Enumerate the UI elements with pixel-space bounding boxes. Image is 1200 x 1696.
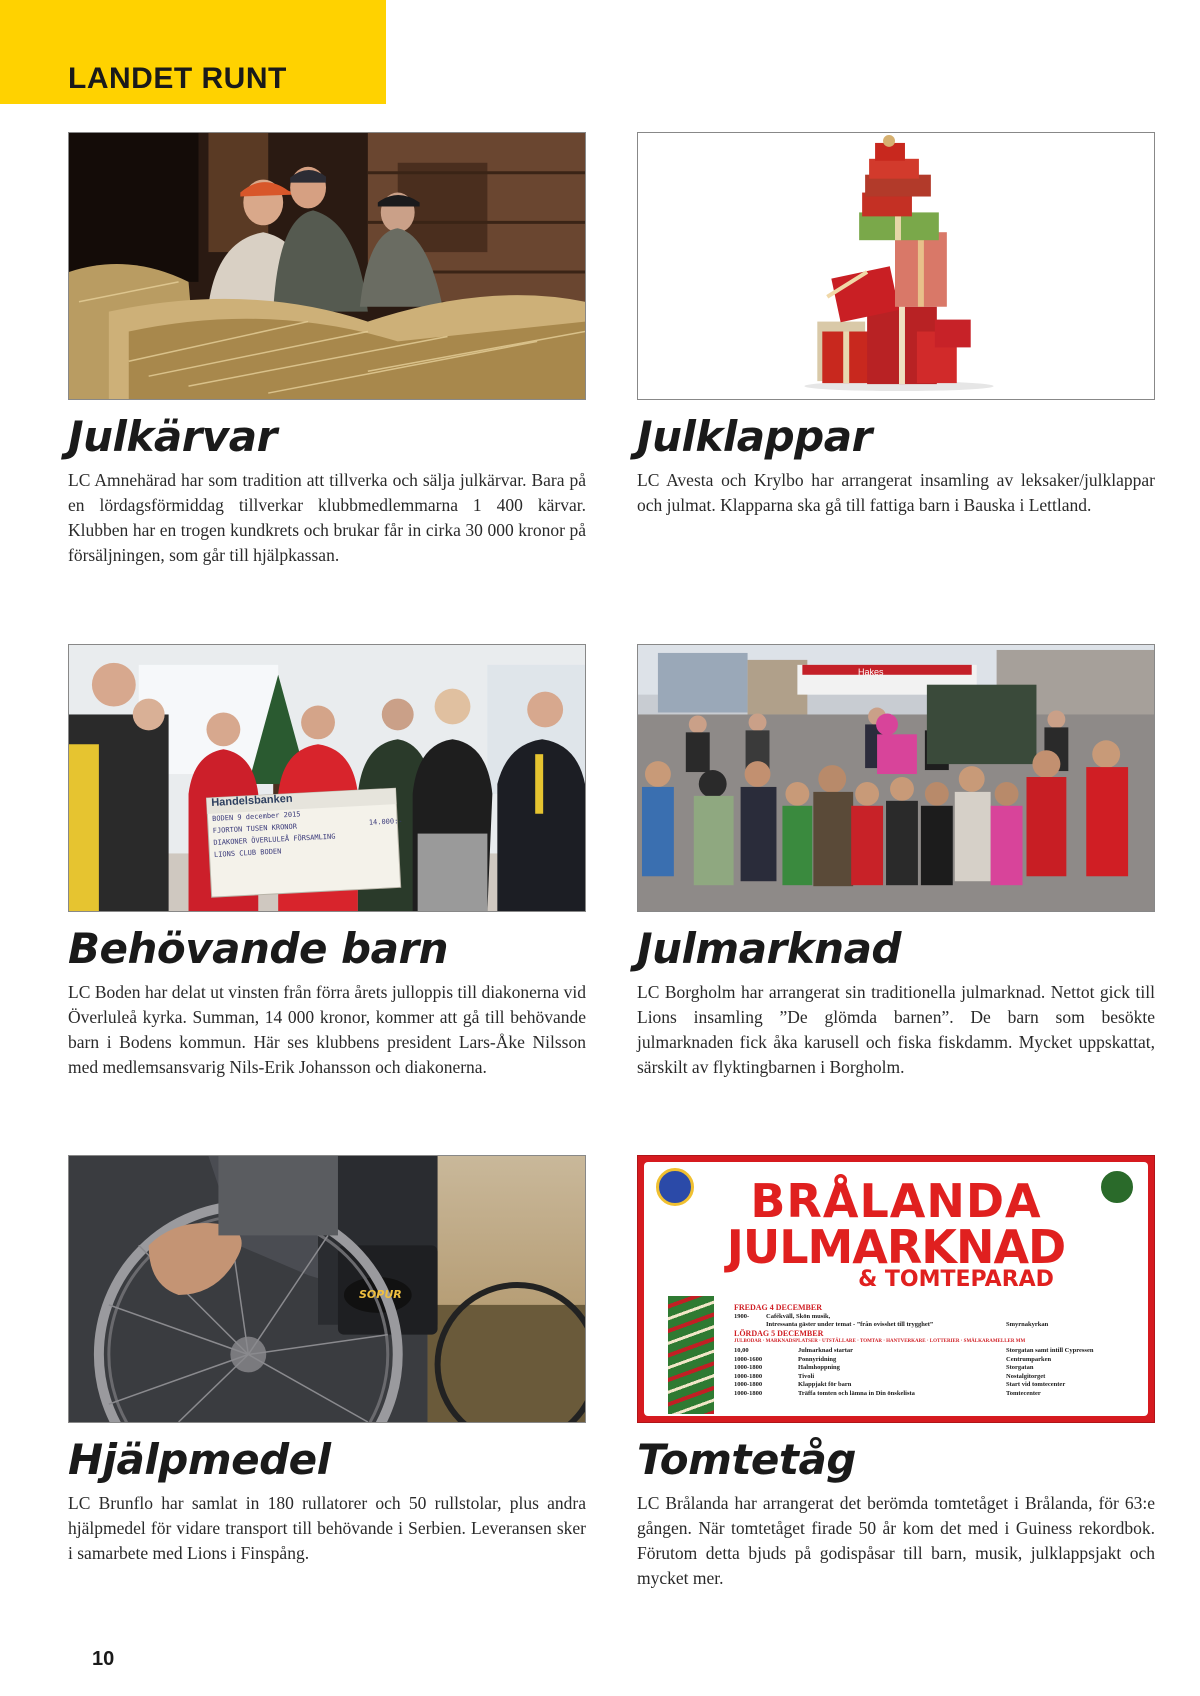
check-bank: Handelsbanken (211, 792, 293, 809)
poster-row-time: 1000-1800 (734, 1389, 763, 1397)
poster-row-text: Ponnyridning (798, 1355, 837, 1363)
poster-day2-row (734, 1364, 1134, 1373)
wheelchair-brand: SOPUR (359, 1288, 402, 1301)
article-tomtetag (637, 1155, 1155, 1591)
poster-day2-sub: JULBODAR · MARKNADSPLATSER · UTSTÄLLARE · TOMTAR · HANTVERKARE · LOTTERIER · SMÅLKARAMELLER MM (734, 1339, 1026, 1345)
poster-title-2: JULMARKNAD (726, 1220, 1066, 1274)
check-presentation-photo (68, 644, 586, 912)
poster-row-text: Cafékväll, Skön musik, (766, 1312, 831, 1320)
poster-row-time: 1000-1600 (734, 1355, 763, 1363)
poster-day2-row (734, 1390, 1134, 1399)
poster-row-text: Intressanta gäster under temat - ”från ovisshet till trygghet” (766, 1321, 934, 1329)
article-body: LC Brålanda har arrangerat det berömda tomtetåget i Brålanda, för 63:e gången. När tomtetåget firade 50 år kom det med i Guiness rekordbok. Förutom detta bjuds på godispåsar till barn, musik, julklappsjakt och mycket mer. (637, 1493, 1155, 1588)
poster-title-3: & TOMTEPARAD (858, 1267, 1054, 1292)
check-line4: LIONS CLUB BODEN (213, 847, 282, 859)
poster-row-text: Klappjakt för barn (798, 1381, 852, 1389)
poster-day2-row (734, 1347, 1134, 1356)
article-headline: Julklappar (637, 412, 872, 461)
poster-row-text: Julmarknad startar (798, 1346, 854, 1354)
poster-row-place: Nostalgitorget (1006, 1372, 1046, 1380)
article-headline: Tomtetåg (637, 1435, 856, 1484)
poster-schedule (734, 1304, 1134, 1399)
children-in-town-square-photo (637, 644, 1155, 912)
poster-title-1: BRÅLANDA (750, 1174, 1042, 1228)
check-line3: DIAKONER ÖVERLULEÅ FÖRSAMLING (213, 832, 336, 847)
article-hjalpmedel (68, 1155, 586, 1566)
poster-row-time: 1000-1800 (734, 1381, 763, 1389)
page-number: 10 (92, 1648, 115, 1670)
section-tab (0, 0, 386, 104)
poster-day2-row (734, 1381, 1134, 1390)
article-julklappar (637, 132, 1155, 518)
poster-row-time: 10,00 (734, 1346, 749, 1354)
poster-row-place: Storgatan samt intill Cypressen (1006, 1346, 1094, 1354)
poster-row-text: Träffa tomten och lämna in Din önskelista (798, 1389, 915, 1397)
article-headline: Behövande barn (68, 924, 449, 973)
julmarknad-poster (637, 1155, 1155, 1423)
article-headline: Hjälpmedel (68, 1435, 331, 1484)
article-body: LC Brunflo har samlat in 180 rullatorer och 50 rullstolar, plus andra hjälpmedel för vidare transport till behövande i Serbien. Leveransen sker i samarbete med Lions i Finspång. (68, 1493, 586, 1563)
article-headline: Julkärvar (68, 412, 277, 461)
poster-day2: LÖRDAG 5 DECEMBER (734, 1328, 824, 1338)
poster-row-time: 1000-1800 (734, 1364, 763, 1372)
section-label: LANDET RUNT (68, 62, 287, 95)
shop-sign: Hakes (858, 667, 884, 677)
article-body: LC Borgholm har arrangerat sin traditionella julmarknad. Nettot gick till Lions insamling ”De glömda barnen”. De barn som besökte julmarknaden fick åka karusell och fiska fiskdamm. Mycket uppskattat, särskilt av flyktingbarnen i Borgholm. (637, 982, 1155, 1077)
article-body: LC Avesta och Krylbo har arrangerat insamling av leksaker/julklappar och julmat. Klapparna ska gå till fattiga barn i Bauska i Lettland. (637, 470, 1155, 515)
poster-row-place: Storgatan (1006, 1364, 1034, 1372)
poster-row-place: Smyrnakyrkan (1006, 1321, 1049, 1329)
poster-row-place: Start vid tomtecenter (1006, 1381, 1066, 1389)
article-body: LC Boden har delat ut vinsten från förra årets julloppis till diakonerna vid Överluleå kyrka. Summan, 14 000 kronor, kommer att gå till behövande barn i Bodens kommun. Här ses klubbens president Lars-Åke Nilsson med medlemsansvarig Nils-Erik Johansson och diakonerna. (68, 982, 586, 1077)
poster-day2-row (734, 1373, 1134, 1382)
article-julkarvar (68, 132, 586, 568)
wheelchair-photo (68, 1155, 586, 1423)
poster-row-place: Tomtecenter (1006, 1389, 1041, 1397)
christmas-garland-icon (668, 1296, 714, 1414)
poster-row-time: 1000-1800 (734, 1372, 763, 1380)
poster-day2-row (734, 1356, 1134, 1365)
poster-day1-row (734, 1313, 1134, 1322)
poster-day1: FREDAG 4 DECEMBER (734, 1303, 823, 1312)
article-behovande-barn (68, 644, 586, 1080)
poster-row-text: Tivoli (798, 1372, 815, 1380)
check-amount: 14.000:- (368, 817, 403, 827)
stacked-gift-boxes-photo (637, 132, 1155, 400)
check-line1: BODEN 9 december 2015 (211, 810, 301, 823)
poster-row-place: Centrumparken (1006, 1355, 1052, 1363)
poster-row-time: 1900- (734, 1312, 750, 1320)
article-julmarknad (637, 644, 1155, 1080)
article-body: LC Amnehärad har som tradition att tillverka och sälja julkärvar. Bara på en lördagsförmiddag tillverkar klubbmedlemmarna 1 400 kärvar. Klubben har en trogen kundkrets och brukar får in cirka 30 000 kronor på försäljningen, som går till hjälpkassan. (68, 470, 586, 565)
men-with-straw-sheaves-photo (68, 132, 586, 400)
poster-row-text: Halmhoppning (798, 1364, 840, 1372)
check-line2: FJORTON TUSEN KRONOR (212, 822, 298, 835)
article-headline: Julmarknad (637, 924, 901, 973)
check-text (211, 787, 404, 861)
